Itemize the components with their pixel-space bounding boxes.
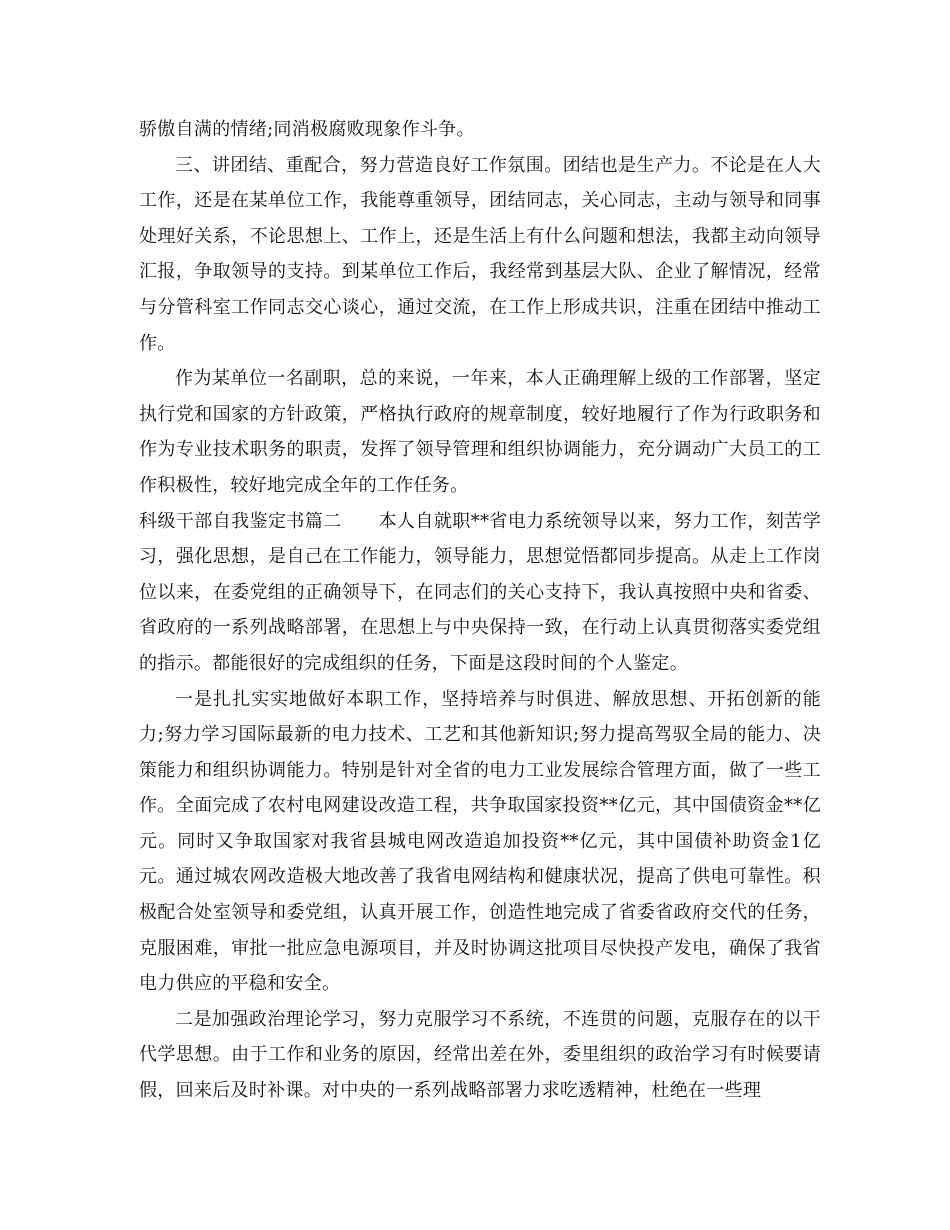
- paragraph-2: 三、讲团结、重配合，努力营造良好工作氛围。团结也是生产力。不论是在人大工作，还是在某单位工作，我能尊重领导，团结同志，关心同志，主动与领导和同事处理好关系，不论思想上、工作上，还是生活上有什么问题和想法，我都主动向领导汇报，争取领导的支持。到某单位工作后，我经常到基层大队、企业了解情况，经常与分管科室工作同志交心谈心，通过交流，在工作上形成共识，注重在团结中推动工作。: [139, 154, 821, 354]
- paragraph-4: 科级干部自我鉴定书篇二 本人自就职**省电力系统领导以来，努力工作，刻苦学习，强化思想，是自己在工作能力，领导能力，思想觉悟都同步提高。从走上工作岗位以来，在委党组的正确领导下，在同志们的关心支持下，我认真按照中央和省委、省政府的一系列战略部署，在思想上与中央保持一致，在行动上认真贯彻落实委党组的指示。都能很好的完成组织的任务，下面是这段时间的个人鉴定。: [139, 510, 821, 674]
- paragraph-1: 骄傲自满的情绪;同消极腐败现象作斗争。: [139, 119, 475, 140]
- paragraph-3: 作为某单位一名副职，总的来说，一年来，本人正确理解上级的工作部署，坚定执行党和国家的方针政策，严格执行政府的规章制度，较好地履行了作为行政职务和作为专业技术职务的职责，发挥了领导管理和组织协调能力，充分调动广大员工的工作积极性，较好地完成全年的工作任务。: [139, 368, 821, 496]
- paragraph-6: 二是加强政治理论学习，努力克服学习不系统，不连贯的问题，克服存在的以干代学思想。由于工作和业务的原因，经常出差在外，委里组织的政治学习有时候要请假，回来后及时补课。对中央的一系列战略部署力求吃透精神，杜绝在一些理: [139, 1008, 821, 1102]
- paragraph-5: 一是扎扎实实地做好本职工作，坚持培养与时俱进、解放思想、开拓创新的能力;努力学习国际最新的电力技术、工艺和其他新知识;努力提高驾驭全局的能力、决策能力和组织协调能力。特别是针对全省的电力工业发展综合管理方面，做了一些工作。全面完成了农村电网建设改造工程，共争取国家投资**亿元，其中国债资金**亿元。同时又争取国家对我省县城电网改造追加投资**亿元，其中国债补助资金1亿元。通过城农网改造极大地改善了我省电网结构和健康状况，提高了供电可靠性。积极配合处室领导和委党组，认真开展工作，创造性地完成了省委省政府交代的任务，克服困难，审批一批应急电源项目，并及时协调这批项目尽快投产发电，确保了我省电力供应的平稳和安全。: [139, 688, 821, 995]
- document-body: [139, 112, 821, 1109]
